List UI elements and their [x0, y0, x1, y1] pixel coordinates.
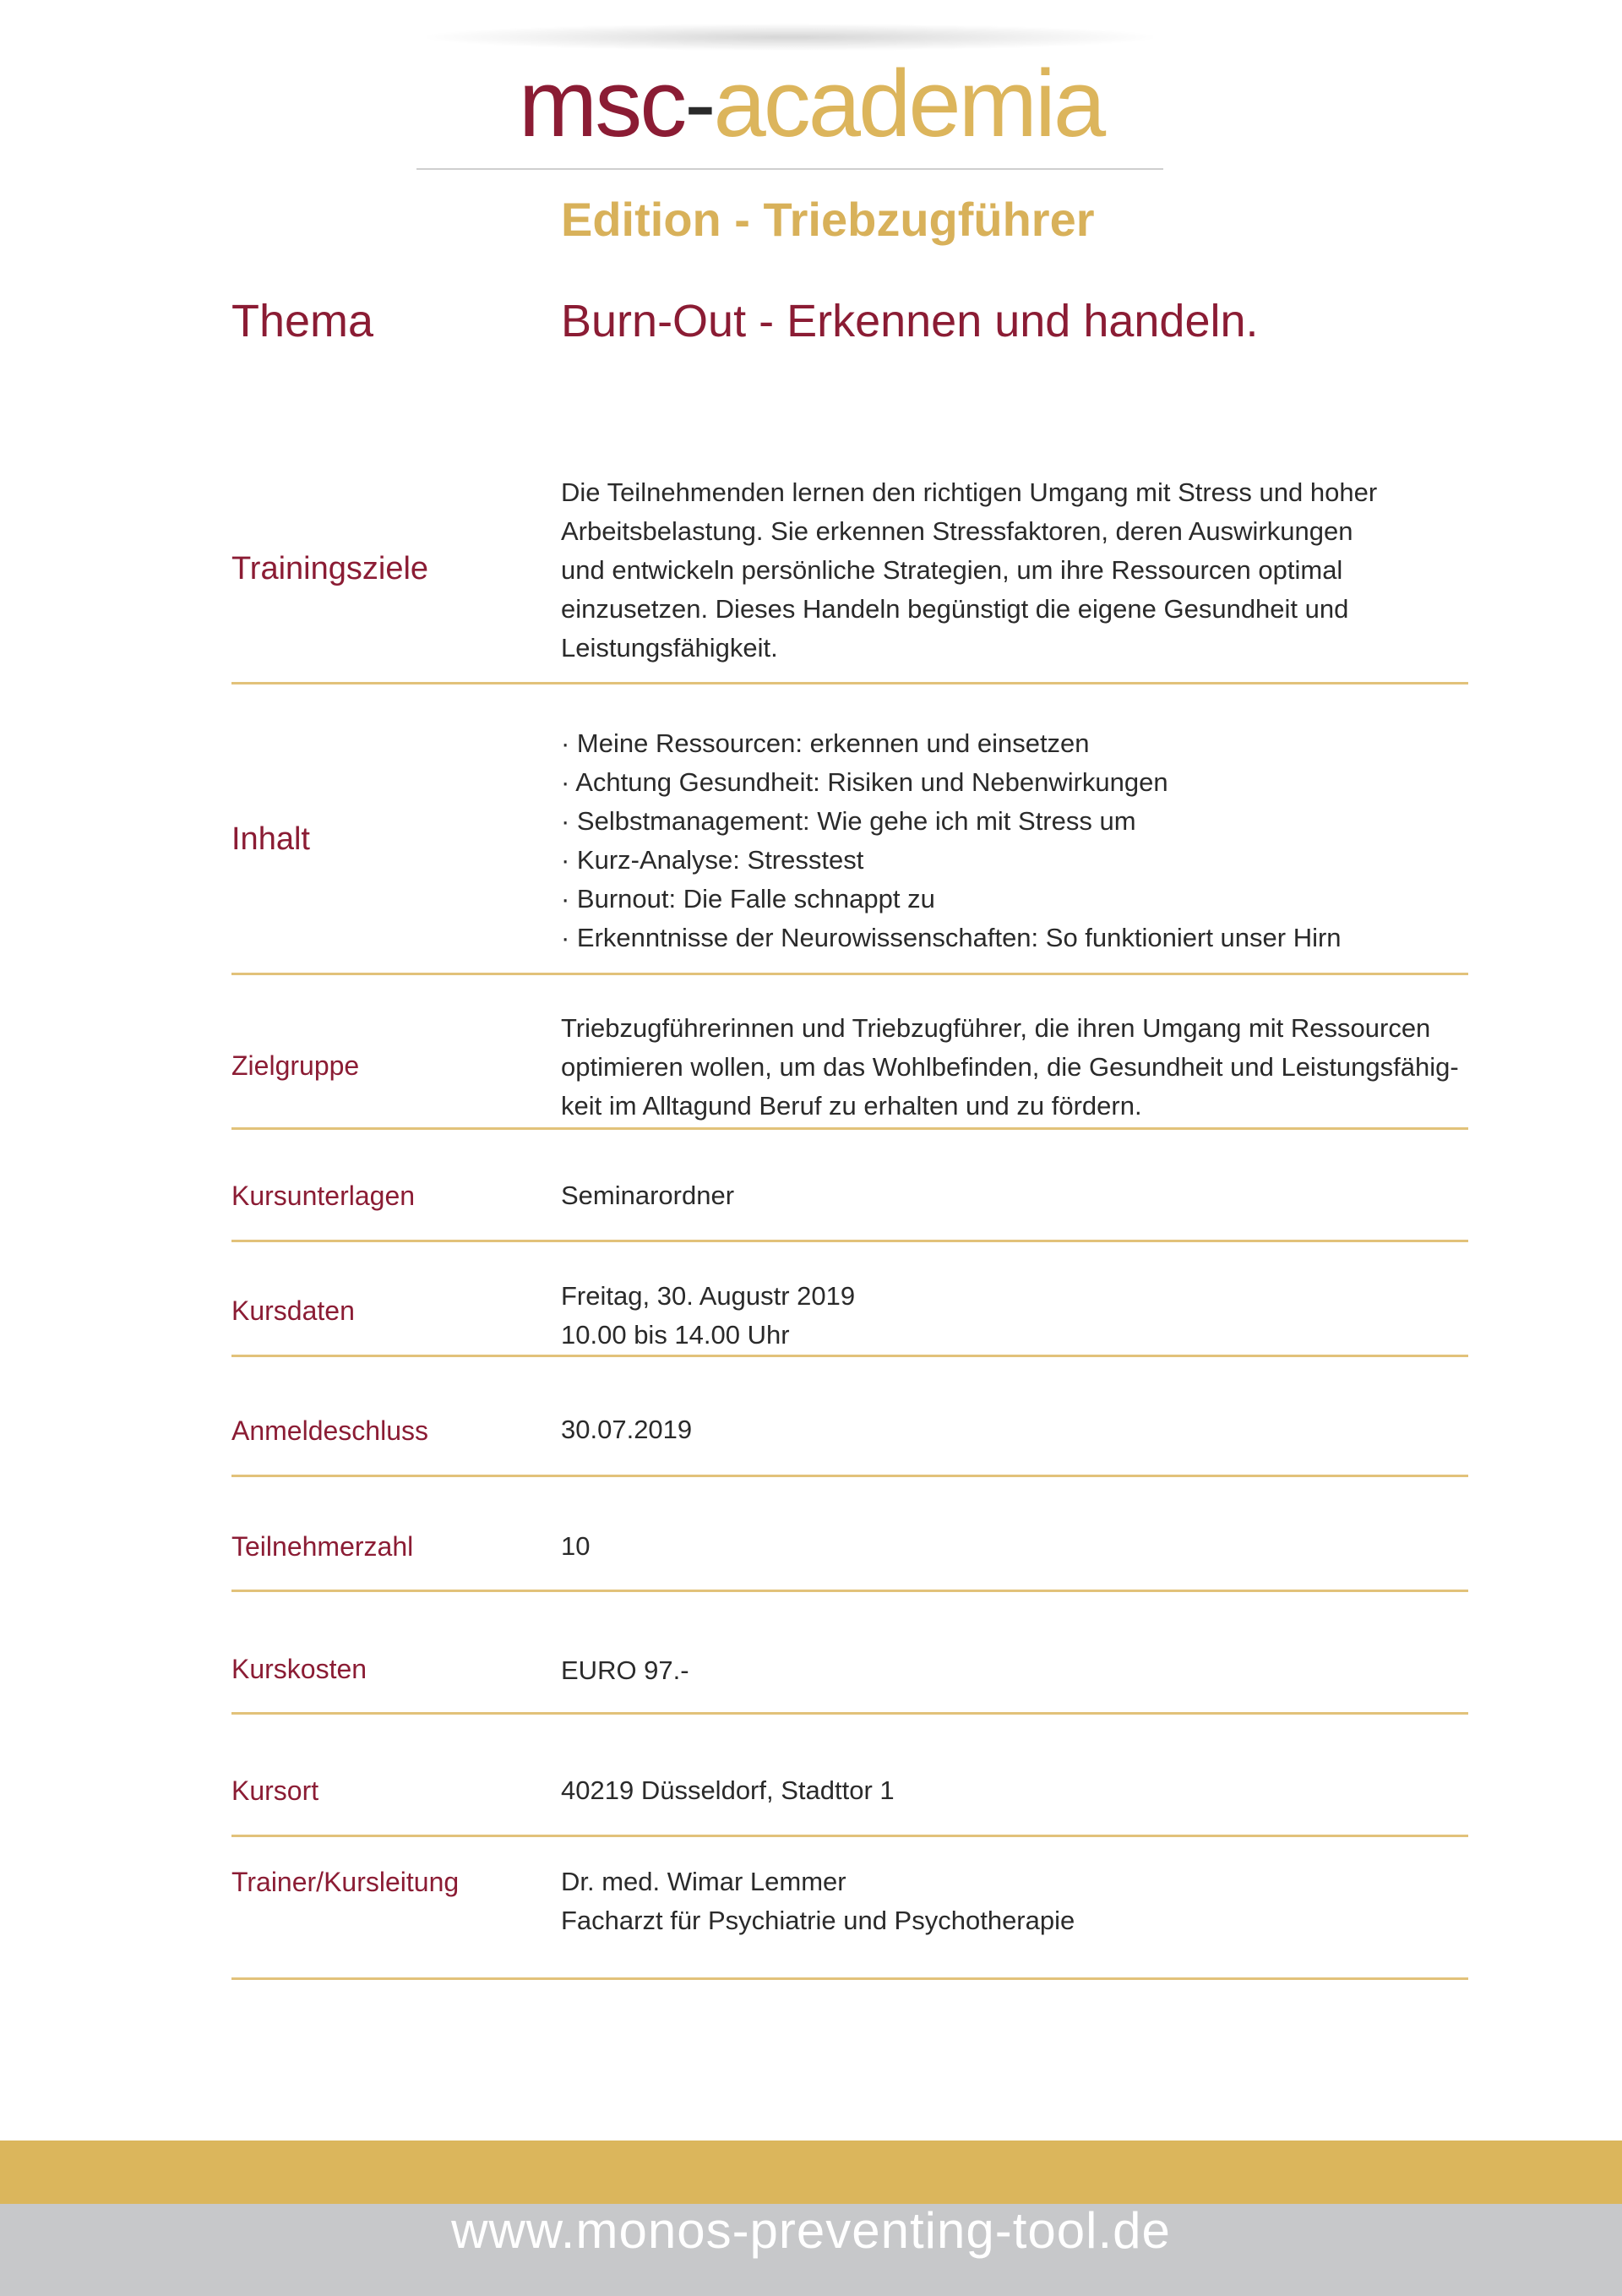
thema-label: Thema	[231, 296, 374, 346]
text-line: 40219 Düsseldorf, Stadttor 1	[561, 1775, 895, 1805]
text-line: Die Teilnehmenden lernen den richtigen Umgang mit Stress und hoher	[561, 477, 1378, 507]
row-divider	[231, 973, 1468, 975]
logo-part-msc: msc	[518, 51, 685, 156]
row-label-kursunterlagen: Kursunterlagen	[231, 1181, 416, 1211]
row-divider	[231, 1977, 1468, 1980]
row-value-kursunterlagen	[561, 1176, 1473, 1215]
row-value-zielgruppe	[561, 1009, 1473, 1126]
list-item: · Burnout: Die Falle schnappt zu	[561, 884, 935, 913]
row-value-kursdaten	[561, 1277, 1473, 1355]
row-label-inhalt: Inhalt	[231, 821, 310, 857]
row-value-trainer	[561, 1862, 1473, 1940]
list-item: · Erkenntnisse der Neurowissenschaften: So funktioniert unser Hirn	[561, 923, 1342, 952]
text-line: keit im Alltagund Beruf zu erhalten und zu fördern.	[561, 1091, 1142, 1121]
list-item: · Kurz-Analyse: Stresstest	[561, 845, 864, 875]
logo-part-academia: academia	[713, 51, 1104, 156]
list-item: · Meine Ressourcen: erkennen und einsetzen	[561, 728, 1090, 758]
text-line: Triebzugführerinnen und Triebzugführer, die ihren Umgang mit Ressourcen	[561, 1013, 1431, 1043]
row-divider	[231, 1712, 1468, 1715]
list-item: · Selbstmanagement: Wie gehe ich mit Stress um	[561, 806, 1136, 836]
logo-dash: -	[684, 51, 714, 156]
header-shadow	[427, 24, 1153, 51]
row-value-kurskosten	[561, 1651, 1473, 1690]
text-line: 10.00 bis 14.00 Uhr	[561, 1320, 790, 1350]
row-value-kursort	[561, 1771, 1473, 1810]
row-value-teilnehmerzahl	[561, 1527, 1473, 1566]
text-line: Seminarordner	[561, 1181, 735, 1210]
row-label-zielgruppe: Zielgruppe	[231, 1050, 360, 1081]
row-value-inhalt	[561, 724, 1473, 957]
footer-website-url: www.monos-preventing-tool.de	[451, 2202, 1171, 2259]
text-line: Dr. med. Wimar Lemmer	[561, 1867, 846, 1896]
row-label-kursort: Kursort	[231, 1775, 319, 1806]
row-label-trainingsziele: Trainingsziele	[231, 551, 429, 586]
text-line: und entwickeln persönliche Strategien, um ihre Ressourcen optimal	[561, 555, 1343, 585]
text-line: 30.07.2019	[561, 1415, 693, 1444]
row-value-trainingsziele	[561, 473, 1473, 668]
row-label-teilnehmerzahl: Teilnehmerzahl	[231, 1531, 414, 1562]
text-line: Freitag, 30. Augustr 2019	[561, 1281, 856, 1311]
text-line: EURO 97.-	[561, 1655, 689, 1685]
row-divider	[231, 1590, 1468, 1592]
row-divider	[231, 1127, 1468, 1130]
text-line: einzusetzen. Dieses Handeln begünstigt die eigene Gesundheit und	[561, 594, 1349, 624]
row-divider	[231, 1355, 1468, 1357]
logo-divider	[416, 168, 1163, 170]
thema-value: Burn-Out - Erkennen und handeln.	[561, 296, 1259, 346]
edition-title: Edition - Triebzugführer	[561, 193, 1095, 246]
row-label-anmeldeschluss: Anmeldeschluss	[231, 1415, 428, 1446]
row-label-kursdaten: Kursdaten	[231, 1295, 355, 1326]
row-label-kurskosten: Kurskosten	[231, 1654, 367, 1684]
row-divider	[231, 1240, 1468, 1242]
text-line: optimieren wollen, um das Wohlbefinden, die Gesundheit und Leistungsfähig-	[561, 1052, 1459, 1082]
text-line: Leistungsfähigkeit.	[561, 633, 778, 663]
row-divider	[231, 1835, 1468, 1837]
text-line: Arbeitsbelastung. Sie erkennen Stressfaktoren, deren Auswirkungen	[561, 516, 1353, 546]
logo	[0, 49, 1622, 159]
text-line: Facharzt für Psychiatrie und Psychotherapie	[561, 1906, 1075, 1935]
footer-gold-band	[0, 2141, 1622, 2204]
list-item: · Achtung Gesundheit: Risiken und Nebenwirkungen	[561, 767, 1168, 797]
text-line: 10	[561, 1531, 591, 1561]
row-label-trainer: Trainer/Kursleitung	[231, 1867, 460, 1897]
row-divider	[231, 1475, 1468, 1477]
row-divider	[231, 682, 1468, 684]
row-value-anmeldeschluss	[561, 1410, 1473, 1449]
